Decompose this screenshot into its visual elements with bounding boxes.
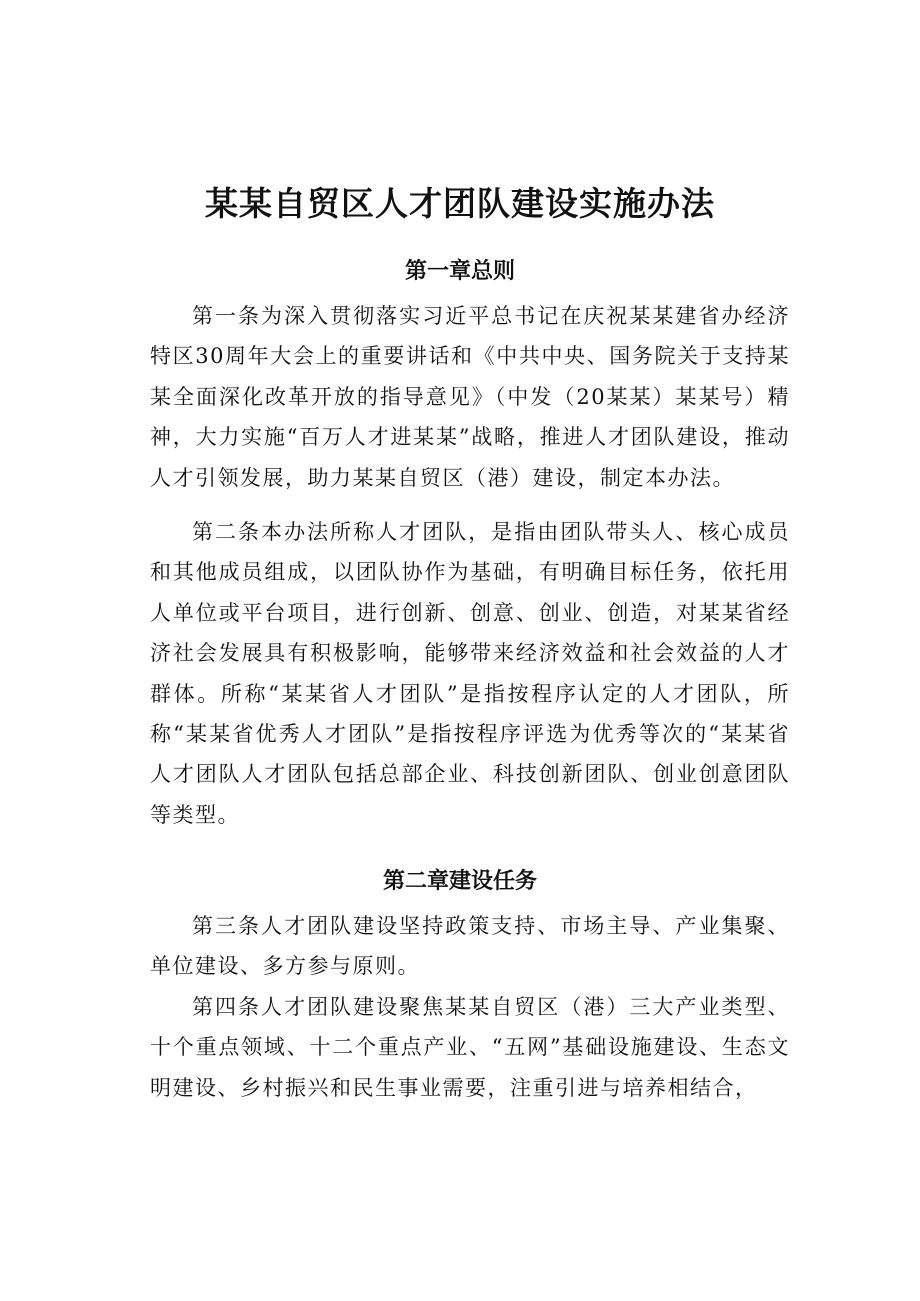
article-paragraph: 第二条本办法所称人才团队，是指由团队带头人、核心成员和其他成员组成，以团队协作为基础，有明确目标任务，依托用人单位或平台项目，进行创新、创意、创业、创造，对某某省经济社会发展具有积极影响，能够带来经济效益和社会效益的人才群体。所称“某某省人才团队”是指按程序认定的人才团队，所称“某某省优秀人才团队”是指按程序评选为优秀等次的“某某省人才团队人才团队包括总部企业、科技创新团队、创业创意团队等类型。 [150,520,790,827]
article-paragraph: 第四条人才团队建设聚焦某某自贸区（港）三大产业类型、十个重点领域、十二个重点产业、“五网”基础设施建设、生态文明建设、乡村振兴和民生事业需要，注重引进与培养相结合， [150,995,790,1100]
chapter-heading: 第二章建设任务 [382,869,537,894]
article-paragraph: 第一条为深入贯彻落实习近平总书记在庆祝某某建省办经济特区30周年大会上的重要讲话和《中共中央、国务院关于支持某某全面深化改革开放的指导意见》（中发（20某某）某某号）精神，大力实施“百万人才进某某”战略，推进人才团队建设，推动人才引领发展，助力某某自贸区（港）建设，制定本办法。 [150,304,790,490]
article-paragraph: 第三条人才团队建设坚持政策支持、市场主导、产业集聚、单位建设、多方参与原则。 [150,914,790,979]
chapter-heading: 第一章总则 [404,259,515,284]
document-title: 某某自贸区人才团队建设实施办法 [205,184,715,224]
